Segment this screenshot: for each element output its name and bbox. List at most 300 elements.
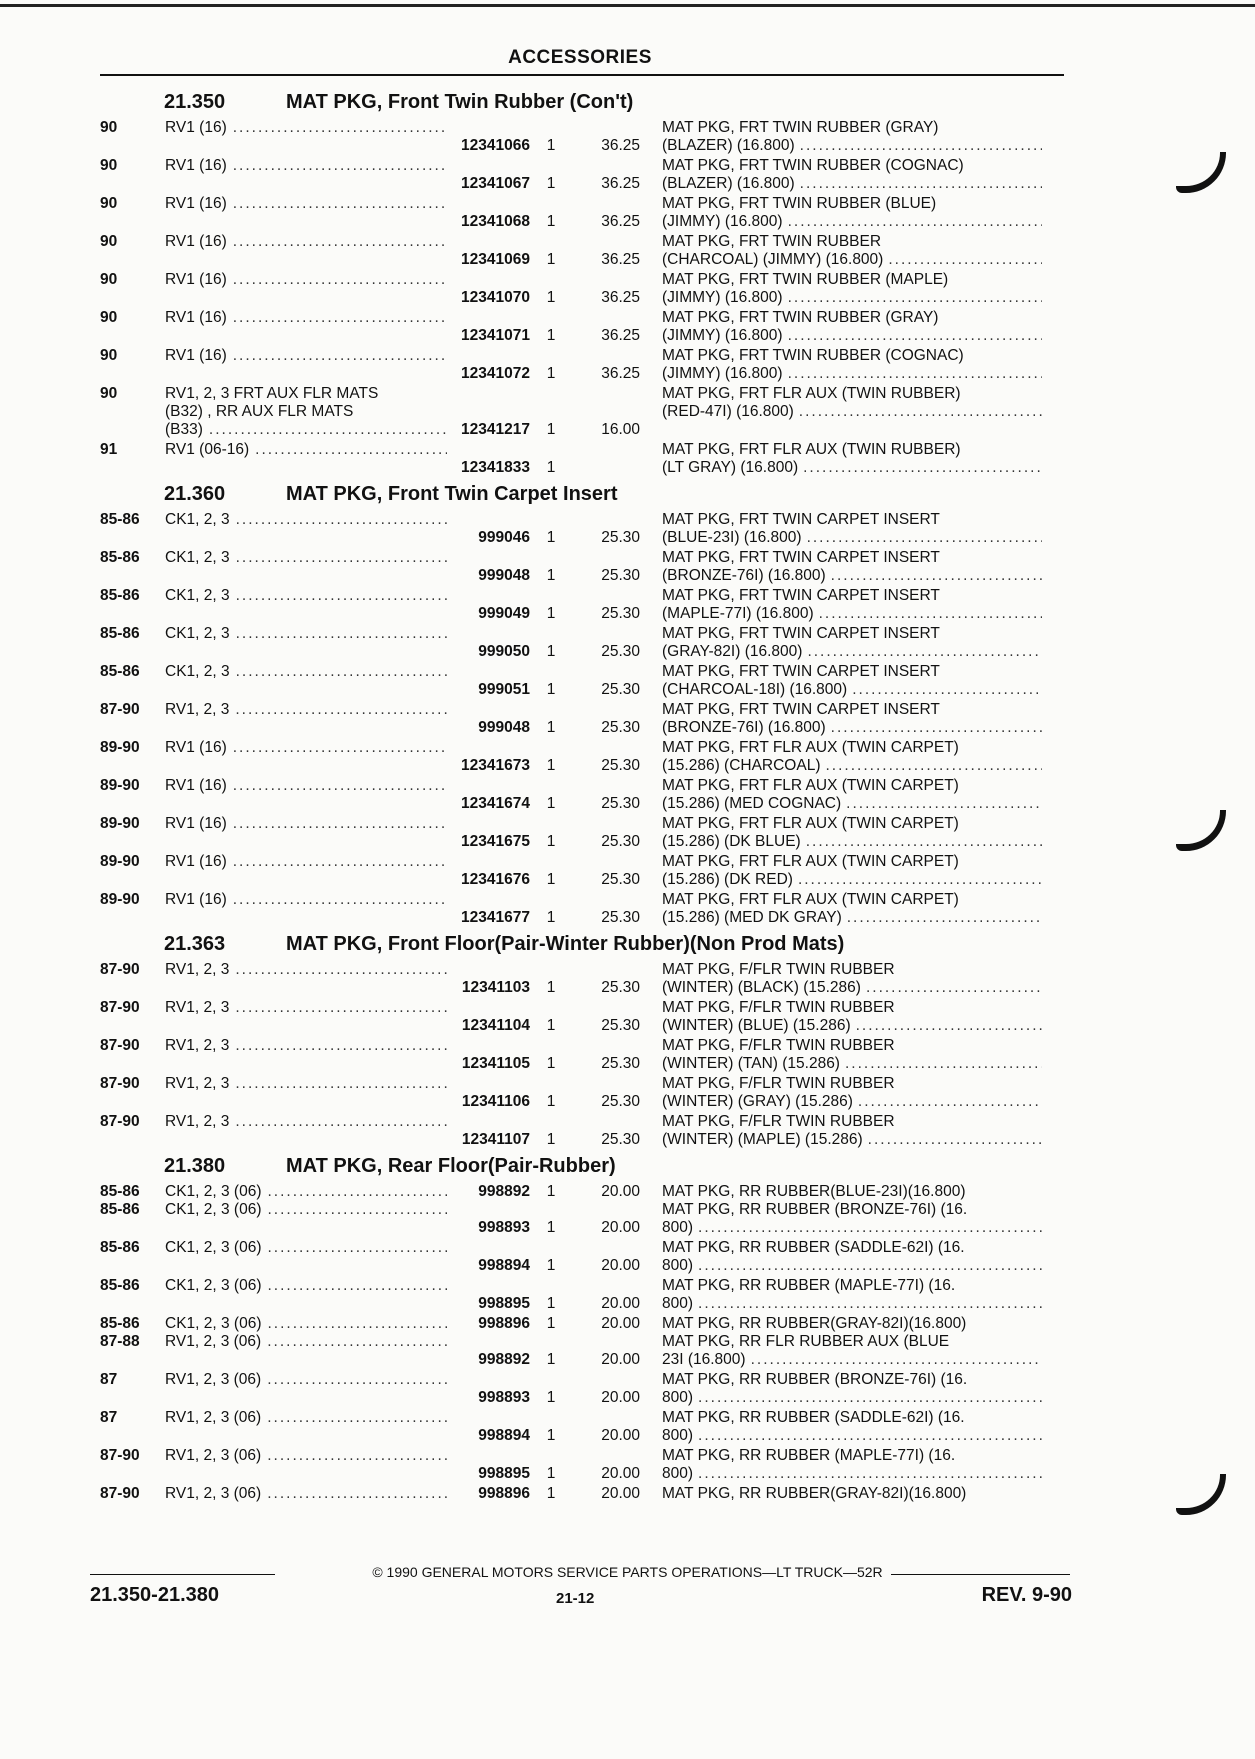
price: 25.30 [601,643,640,660]
section-name: MAT PKG, Rear Floor(Pair-Rubber) [286,1155,616,1177]
leader-dots [233,739,447,757]
model-cell [165,1447,447,1483]
model-line [165,625,447,643]
quantity: 1 [546,567,556,584]
model-code: RV1 (16) [165,119,227,136]
leader-dots [846,795,1042,813]
description-cell [640,815,1042,851]
model-line [165,1201,447,1219]
part-number: 999048 [478,719,530,736]
leader-dots [847,909,1042,927]
leader-dots [267,1485,447,1503]
part-number: 998895 [478,1295,530,1312]
section-heading [100,483,1068,511]
description-line [662,999,1042,1017]
model-code: RV1, 2, 3 (06) [165,1447,262,1464]
part-number: 12341217 [461,421,530,438]
model-code: RV1 (16) [165,739,227,756]
description-line [662,1351,1042,1369]
part-number: 12341072 [461,365,530,382]
description-text: MAT PKG, RR RUBBER (MAPLE-77I) (16. [662,1277,956,1294]
quantity: 1 [546,421,556,438]
description-text: MAT PKG, FRT TWIN CARPET INSERT [662,511,940,528]
parts-row [100,961,1068,999]
leader-dots [268,1201,448,1219]
description-line [662,1113,1042,1131]
model-year: 87-90 [100,999,140,1016]
leader-dots [268,1239,448,1257]
price: 36.25 [601,327,640,344]
leader-dots [826,757,1043,775]
model-line [165,815,447,833]
description-line [662,347,1042,365]
quantity: 1 [546,871,556,888]
model-code: RV1 (16) [165,309,227,326]
price: 25.30 [601,871,640,888]
model-cell [165,1409,447,1445]
leader-dots [267,1447,447,1465]
parts-row [100,271,1068,309]
price: 25.30 [601,567,640,584]
part-number: 12341069 [461,251,530,268]
description-text: MAT PKG, RR RUBBER (SADDLE-62I) (16. [662,1239,965,1256]
quantity: 1 [546,1351,556,1368]
price: 25.30 [601,979,640,996]
leader-dots [800,175,1042,193]
price: 20.00 [601,1351,640,1368]
leader-dots [806,833,1042,851]
model-year: 85-86 [100,1239,140,1256]
quantity: 1 [546,1389,556,1406]
description-cell [640,1239,1042,1275]
leader-dots [235,999,447,1017]
leader-dots [888,251,1042,269]
price: 36.25 [601,137,640,154]
model-code: (B33) [165,421,203,438]
quantity: 1 [546,795,556,812]
quantity: 1 [546,681,556,698]
description-cell [640,961,1042,997]
model-line [165,961,447,979]
leader-dots [868,1131,1042,1149]
price: 20.00 [601,1183,640,1200]
description-cell [640,1277,1042,1313]
section-number: 21.380 [164,1155,226,1177]
parts-row [100,233,1068,271]
top-border-rule [0,4,1255,7]
description-cell [640,663,1042,699]
parts-row [100,511,1068,549]
parts-row [100,999,1068,1037]
part-number: 12341105 [461,1055,530,1072]
description-line [662,289,1042,307]
quantity: 1 [546,459,556,476]
model-line [165,587,447,605]
description-text: (WINTER) (BLACK) (15.286) [662,979,861,996]
part-number: 998893 [478,1389,530,1406]
description-text: MAT PKG, RR RUBBER(GRAY-82I)(16.800) [662,1485,967,1502]
leader-dots [698,1257,1042,1275]
model-code: RV1 (16) [165,347,227,364]
section-number: 21.360 [164,483,226,505]
parts-row [100,891,1068,929]
description-line [662,385,1042,403]
quantity: 1 [546,289,556,306]
leader-dots [233,853,447,871]
parts-row [100,119,1068,157]
model-line [165,549,447,567]
model-line [165,421,447,439]
model-year: 87-90 [100,1113,140,1130]
model-year: 85-86 [100,1201,140,1218]
description-line [662,1485,1042,1503]
model-year: 85-86 [100,625,140,642]
description-text: (BRONZE-76I) (16.800) [662,567,826,584]
model-code: RV1, 2, 3 [165,999,230,1016]
price: 20.00 [601,1427,640,1444]
description-cell [640,347,1042,383]
description-text: MAT PKG, FRT TWIN RUBBER [662,233,882,250]
description-line [662,251,1042,269]
part-number: 998892 [478,1183,530,1200]
model-code: RV1, 2, 3 [165,1037,230,1054]
part-number: 12341676 [461,871,530,888]
description-text: (JIMMY) (16.800) [662,365,783,382]
description-line [662,1183,1042,1201]
part-number: 998892 [478,1351,530,1368]
model-year: 89-90 [100,815,140,832]
model-year: 85-86 [100,1183,140,1200]
quantity: 1 [546,1055,556,1072]
description-line [662,1055,1042,1073]
section-heading [100,933,1068,961]
leader-dots [235,1075,447,1093]
description-text: (GRAY-82I) (16.800) [662,643,803,660]
quantity: 1 [546,757,556,774]
quantity: 1 [546,251,556,268]
quantity: 1 [546,1257,556,1274]
description-line [662,909,1042,927]
price: 25.30 [601,909,640,926]
description-text: (WINTER) (TAN) (15.286) [662,1055,840,1072]
quantity: 1 [546,643,556,660]
model-year: 90 [100,385,118,402]
part-number: 12341068 [461,213,530,230]
model-year: 90 [100,271,118,288]
model-line [165,403,447,421]
description-line [662,1075,1042,1093]
description-text: MAT PKG, FRT TWIN RUBBER (GRAY) [662,309,939,326]
model-line [165,777,447,795]
section-number: 21.350 [164,91,226,113]
model-code: RV1, 2, 3 [165,1113,230,1130]
description-line [662,605,1042,623]
description-line [662,757,1042,775]
description-text: (JIMMY) (16.800) [662,213,783,230]
quantity: 1 [546,1183,556,1200]
leader-dots [751,1351,1042,1369]
model-cell [165,1485,447,1503]
model-code: CK1, 2, 3 (06) [165,1183,262,1200]
model-line [165,119,447,137]
part-number: 12341070 [461,289,530,306]
description-text: 800) [662,1295,694,1312]
description-line [662,871,1042,889]
leader-dots [236,663,447,681]
parts-row [100,853,1068,891]
footer-page-number: 21-12 [556,1590,595,1607]
description-text: 800) [662,1219,694,1236]
price: 25.30 [601,795,640,812]
leader-dots [233,233,447,251]
quantity: 1 [546,909,556,926]
description-text: MAT PKG, FRT TWIN CARPET INSERT [662,663,940,680]
model-year: 87 [100,1371,118,1388]
part-number: 12341104 [461,1017,530,1034]
model-cell [165,309,447,345]
part-number: 998893 [478,1219,530,1236]
model-code: CK1, 2, 3 [165,625,230,642]
description-text: MAT PKG, F/FLR TWIN RUBBER [662,1113,895,1130]
leader-dots [236,625,447,643]
model-cell [165,815,447,851]
parts-row [100,1315,1068,1333]
price: 20.00 [601,1465,640,1482]
description-cell [640,777,1042,813]
leader-dots [698,1465,1042,1483]
model-cell [165,853,447,889]
model-year: 85-86 [100,1277,140,1294]
parts-row [100,1333,1068,1371]
description-line [662,529,1042,547]
description-cell [640,157,1042,193]
quantity: 1 [546,1427,556,1444]
footer-section-range: 21.350-21.380 [90,1584,220,1606]
model-code: CK1, 2, 3 [165,663,230,680]
quantity: 1 [546,719,556,736]
description-text: (RED-47I) (16.800) [662,403,794,420]
description-line [662,1277,1042,1295]
description-cell [640,119,1042,155]
footer-revision: REV. 9-90 [981,1584,1072,1606]
description-line [662,1219,1042,1237]
description-line [662,815,1042,833]
quantity: 1 [546,979,556,996]
leader-dots [788,289,1042,307]
part-number: 12341066 [461,137,530,154]
description-cell [640,1113,1042,1149]
part-number: 998894 [478,1427,530,1444]
description-cell [640,309,1042,345]
leader-dots [845,1055,1042,1073]
description-cell [640,891,1042,927]
model-line [165,1183,447,1201]
description-cell [640,1075,1042,1111]
description-line [662,403,1042,421]
description-line [662,1427,1042,1445]
model-year: 85-86 [100,663,140,680]
description-text: MAT PKG, FRT FLR AUX (TWIN CARPET) [662,777,959,794]
description-text: MAT PKG, RR RUBBER (MAPLE-77I) (16. [662,1447,956,1464]
parts-row [100,701,1068,739]
description-line [662,459,1042,477]
quantity: 1 [546,1315,556,1332]
price: 25.30 [601,1017,640,1034]
quantity: 1 [546,365,556,382]
quantity: 1 [546,137,556,154]
model-line [165,1447,447,1465]
model-code: CK1, 2, 3 (06) [165,1239,262,1256]
description-cell [640,271,1042,307]
description-text: (15.286) (DK RED) [662,871,793,888]
model-year: 87-90 [100,1447,140,1464]
description-line [662,213,1042,231]
description-cell [640,441,1042,477]
model-line [165,1113,447,1131]
model-cell [165,1183,447,1201]
model-line [165,511,447,529]
model-cell [165,1113,447,1149]
price: 36.25 [601,213,640,230]
description-cell [640,1409,1042,1445]
model-year: 90 [100,309,118,326]
leader-dots [698,1427,1042,1445]
description-line [662,157,1042,175]
quantity: 1 [546,529,556,546]
leader-dots [866,979,1042,997]
model-cell [165,441,447,477]
description-text: MAT PKG, RR FLR RUBBER AUX (BLUE [662,1333,950,1350]
section-name: MAT PKG, Front Twin Carpet Insert [286,483,618,505]
model-year: 90 [100,233,118,250]
description-text: MAT PKG, FRT TWIN RUBBER (COGNAC) [662,157,964,174]
description-text: MAT PKG, RR RUBBER (BRONZE-76I) (16. [662,1201,968,1218]
model-line [165,1239,447,1257]
model-year: 90 [100,119,118,136]
description-text: (JIMMY) (16.800) [662,327,783,344]
price: 36.25 [601,175,640,192]
description-cell [640,1447,1042,1483]
leader-dots [267,1409,447,1427]
description-text: (WINTER) (BLUE) (15.286) [662,1017,851,1034]
section-name: MAT PKG, Front Twin Rubber (Con't) [286,91,634,113]
model-code: RV1 (16) [165,233,227,250]
description-line [662,1017,1042,1035]
description-line [662,979,1042,997]
parts-row [100,1277,1068,1315]
model-cell [165,347,447,383]
description-line [662,1295,1042,1313]
model-year: 87-90 [100,701,140,718]
leader-dots [233,119,447,137]
description-cell [640,385,1042,439]
model-code: RV1 (16) [165,195,227,212]
description-cell [640,511,1042,547]
description-text: 800) [662,1427,694,1444]
description-text: (15.286) (MED DK GRAY) [662,909,842,926]
leader-dots [798,871,1042,889]
parts-catalog-body [100,87,1068,1505]
model-code: RV1 (16) [165,853,227,870]
description-text: (JIMMY) (16.800) [662,289,783,306]
thumb-tab-mark [1176,152,1226,193]
description-line [662,1257,1042,1275]
model-code: (B32) , RR AUX FLR MATS [165,403,354,420]
model-cell [165,1037,447,1073]
parts-row [100,1485,1068,1505]
model-code: RV1 (16) [165,271,227,288]
model-code: RV1 (16) [165,891,227,908]
leader-dots [831,719,1042,737]
description-text: MAT PKG, FRT FLR AUX (TWIN CARPET) [662,853,959,870]
description-line [662,1315,1042,1333]
part-number: 998896 [478,1485,530,1502]
model-code: CK1, 2, 3 (06) [165,1277,262,1294]
model-line [165,1371,447,1389]
description-line [662,625,1042,643]
model-line [165,663,447,681]
price: 20.00 [601,1219,640,1236]
model-line [165,309,447,327]
description-cell [640,999,1042,1035]
model-cell [165,385,447,439]
model-year: 87-90 [100,1485,140,1502]
model-year: 89-90 [100,777,140,794]
model-code: CK1, 2, 3 (06) [165,1315,262,1332]
page-title: ACCESSORIES [508,47,652,68]
description-cell [640,1333,1042,1369]
model-cell [165,999,447,1035]
description-cell [640,739,1042,775]
price: 36.25 [601,251,640,268]
description-text: (MAPLE-77I) (16.800) [662,605,814,622]
model-year: 85-86 [100,549,140,566]
part-number: 12341833 [461,459,530,476]
model-code: RV1, 2, 3 [165,701,230,718]
model-line [165,999,447,1017]
description-line [662,1465,1042,1483]
thumb-tab-mark [1176,810,1226,851]
model-year: 85-86 [100,1315,140,1332]
part-number: 12341107 [461,1131,530,1148]
description-text: MAT PKG, FRT TWIN RUBBER (COGNAC) [662,347,964,364]
parts-row [100,1037,1068,1075]
description-cell [640,853,1042,889]
price: 16.00 [601,421,640,438]
model-code: RV1 (16) [165,777,227,794]
model-cell [165,701,447,737]
price: 20.00 [601,1315,640,1332]
model-cell [165,549,447,585]
model-year: 89-90 [100,891,140,908]
parts-row [100,739,1068,777]
description-text: MAT PKG, RR RUBBER (SADDLE-62I) (16. [662,1409,965,1426]
description-text: MAT PKG, FRT TWIN CARPET INSERT [662,587,940,604]
description-text: 800) [662,1389,694,1406]
description-text: 23I (16.800) [662,1351,746,1368]
description-line [662,119,1042,137]
description-line [662,961,1042,979]
model-line [165,1037,447,1055]
description-text: MAT PKG, F/FLR TWIN RUBBER [662,999,895,1016]
quantity: 1 [546,605,556,622]
price: 25.30 [601,605,640,622]
description-line [662,795,1042,813]
description-text: (WINTER) (MAPLE) (15.286) [662,1131,863,1148]
leader-dots [268,1183,448,1201]
model-line [165,1333,447,1351]
description-text: MAT PKG, FRT TWIN RUBBER (BLUE) [662,195,937,212]
